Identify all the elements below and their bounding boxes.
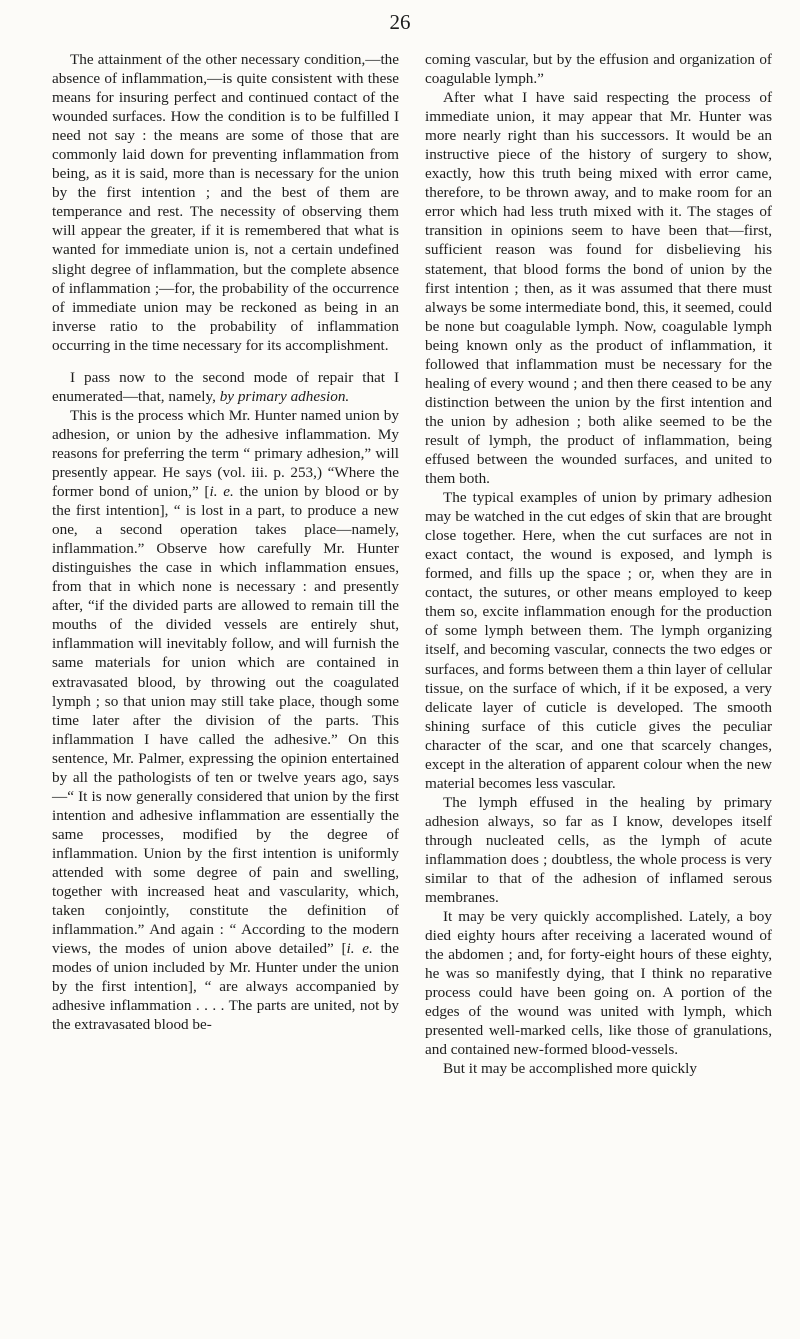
page-number: 26 xyxy=(389,10,411,34)
left-column xyxy=(52,50,399,1034)
paragraph-continuation: coming vascular, but by the effusion and organization of coagulable lymph.” xyxy=(425,51,772,88)
paragraph: But it may be accomplished more quickly xyxy=(443,1060,697,1078)
paragraph-text: This is the process which Mr. Hunter named union by adhesion, or union by the adhesive inflammation. My reasons for preferring the term “ primary adhesion,” will presently appear. He says (vol. iii. p. 253,) “Where the former bond of union,” [ xyxy=(52,406,399,501)
paragraph: The lymph effused in the healing by primary adhesion always, so far as I know, developes itself through nucleated cells, as the lymph of acute inflammation does ; doubtless, the whole process is very similar to that of the adhesion of inflamed serous membranes. xyxy=(425,793,772,907)
paragraph-text: I pass now to the second mode of repair that I enumerated—that, namely, xyxy=(52,368,399,405)
paragraph xyxy=(52,406,399,1035)
italic-term: by primary adhesion. xyxy=(219,387,350,405)
right-column xyxy=(425,50,772,1079)
paragraph: After what I have said respecting the process of immediate union, it may appear that Mr. Hunter was more nearly right than his successors. It would be an instructive piece of the history of surgery to show, exactly, how this truth being mixed with error came, therefore, to be thrown away, and to make room for an error which had less truth mixed with it. The stages of transition in opinions seem to have been that—first, sufficient reason was found for disbelieving his statement, that blood forms the bond of union by the first intention ; then, as it was assumed that there must always be some intermediate bond, this, it seemed, could be none but coagulable lymph. Now, coagulable lymph being known only as the product of inflammation, it followed that inflammation must be necessary for the healing of every wound ; and then there ceased to be any distinction between the union by the first intention and the union by adhesion ; both alike seemed to be the result of lymph, the product of inflammation, being effused between the wounded surfaces, and united to them both. xyxy=(425,89,772,488)
paragraph: The attainment of the other necessary condition,—the absence of inflammation,—is quite consistent with these means for insuring perfect and continued contact of the wounded surfaces. How the condition is to be fulfilled I need not say : the means are some of those that are commonly laid down for preventing inflammation from being, as it is said, more than is necessary for the union by the first intention ; and the best of them are temperance and rest. The necessity of observing them will appear the greater, if it is remembered that what is wanted for immediate union is, not a certain undefined slight degree of inflammation, but the complete absence of inflammation ;—for, the probability of the occurrence of immediate union may be reckoned as being in an inverse ratio to the probability of inflammation occurring in the time necessary for its accomplishment. xyxy=(52,51,399,354)
paragraph xyxy=(52,368,399,406)
paragraph-text: the modes of union included by Mr. Hunter under the union by the first intention], “ are always accompanied by adhesive inflammation . . . . The parts are united, not by the extravasated blood be- xyxy=(52,940,399,1034)
italic-abbreviation: i. e. xyxy=(346,940,373,958)
paragraph: It may be very quickly accomplished. Lately, a boy died eighty hours after receiving a lacerated wound of the abdomen ; and, for forty-eight hours of these eighty, he was so manifestly dying, that I think no reparative process could have been going on. A portion of the edges of the wound was united with lymph, which presented well-marked cells, like those of granulations, and contained new-formed blood-vessels. xyxy=(425,908,772,1059)
paragraph-text: the union by blood or by the first intention], “ is lost in a part, to produce a new one, a second operation takes place—namely, inflammation.” Observe how carefully Mr. Hunter distinguishes the case in which inflammation ensues, from that in which none is necessary : and presently after, “if the divided parts are allowed to remain till the mouths of the divided vessels are entirely shut, inflammation will inevitably follow, and will furnish the same materials for union which are contained in extravasated blood, by throwing out the coagulated lymph ; so that union may still take place, though some time later after the division of the parts. This inflammation I have called the adhesive.” On this sentence, Mr. Palmer, expressing the opinion entertained by all the pathologists of ten or twelve years ago, says—“ It is now generally considered that union by the first intention and adhesive inflammation are essentially the same processes, modified by the degree of inflammation. Union by the first intention is uniformly attended with some degree of pain and swelling, together with increased heat and vascularity, which, taken conjointly, constitute the definition of inflammation.” And again : “ According to the modern views, the modes of union above detailed” [ xyxy=(52,483,399,958)
italic-abbreviation: i. e. xyxy=(209,483,234,501)
paragraph: The typical examples of union by primary adhesion may be watched in the cut edges of skin that are brought close together. Here, when the cut surfaces are not in exact contact, the wound is exposed, and lymph is formed, and fills up the space ; or, when they are in contact, the sutures, or other means employed to keep them so, excite inflammation enough for the production of some lymph between them. The lymph organizing itself, and becoming vascular, connects the two edges or surfaces, and forms between them a thin layer of cellular tissue, on the surface of which, if it be exposed, a very delicate layer of cuticle is developed. The smooth shining surface of this cuticle gives the peculiar character of the scar, and one that scarcely changes, except in the alteration of apparent colour when the new material becomes less vascular. xyxy=(425,489,772,792)
